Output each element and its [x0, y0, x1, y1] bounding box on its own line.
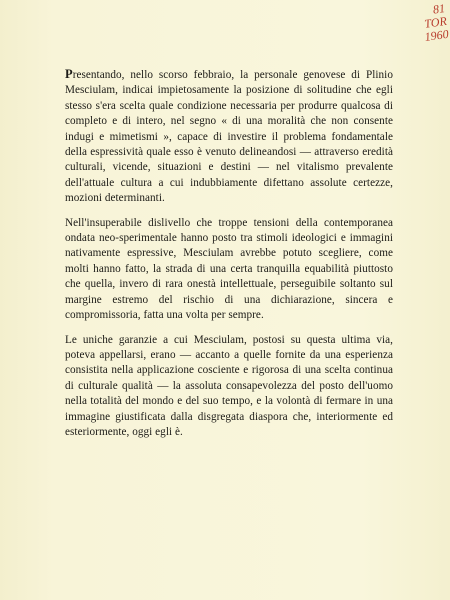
- body-text: [65, 67, 393, 449]
- drop-cap-initial: P: [65, 67, 73, 81]
- annotation-line-3: 1960: [423, 26, 450, 44]
- handwritten-annotation: [400, 2, 449, 47]
- paragraph-1: [65, 67, 393, 207]
- paragraph-1-text: resentando, nello scorso febbraio, la personale genovese di Plinio Mesciulam, indicai impietosamente la posizione di solitudine che egli stesso s'era scelta quale condizione necessaria per produrre qualcosa di completo e di intero, nel segno « di una moralità che non consente indugi e mimetismi », capace di investire il problema fondamentale della espressività quale esso è venuto delineandosi — attraverso eredità culturali, vicende, situazioni e destini — nel vitalismo prevalente dell'attuale cultura a cui indubbiamente difettano assolute certezze, mozioni determinanti.: [65, 69, 393, 205]
- annotation-line-2: TOR: [423, 13, 448, 31]
- paragraph-3: Le uniche garanzie a cui Mesciulam, postosi su questa ultima via, poteva appellarsi, erano — accanto a quelle fornite da una esperienza consistita nella applicazione cosciente e rigorosa di una scelta continua di culturale qualità — la assoluta consapevolezza del posto dell'uomo nella totalità del mondo e del suo tempo, e la volontà di fermare in una immagine giustificata dalla disgregata diaspora che, interiormente ed esteriormente, oggi egli è.: [65, 333, 393, 438]
- paragraph-2: Nell'insuperabile dislivello che troppe tensioni della contemporanea ondata neo-sperimentale hanno posto tra stimoli ideologici e immagini nativamente espressive, Mesciulam avrebbe potuto scegliere, come molti hanno fatto, la strada di una certa tranquilla equabilità piuttosto che quella, invero di rara onestà intellettuale, perseguibile soltanto sul margine estremo del rischio di una dichiarazione, sincera e compromissoria, fatta una volta per sempre.: [65, 216, 393, 322]
- annotation-line-1: 81: [431, 1, 446, 17]
